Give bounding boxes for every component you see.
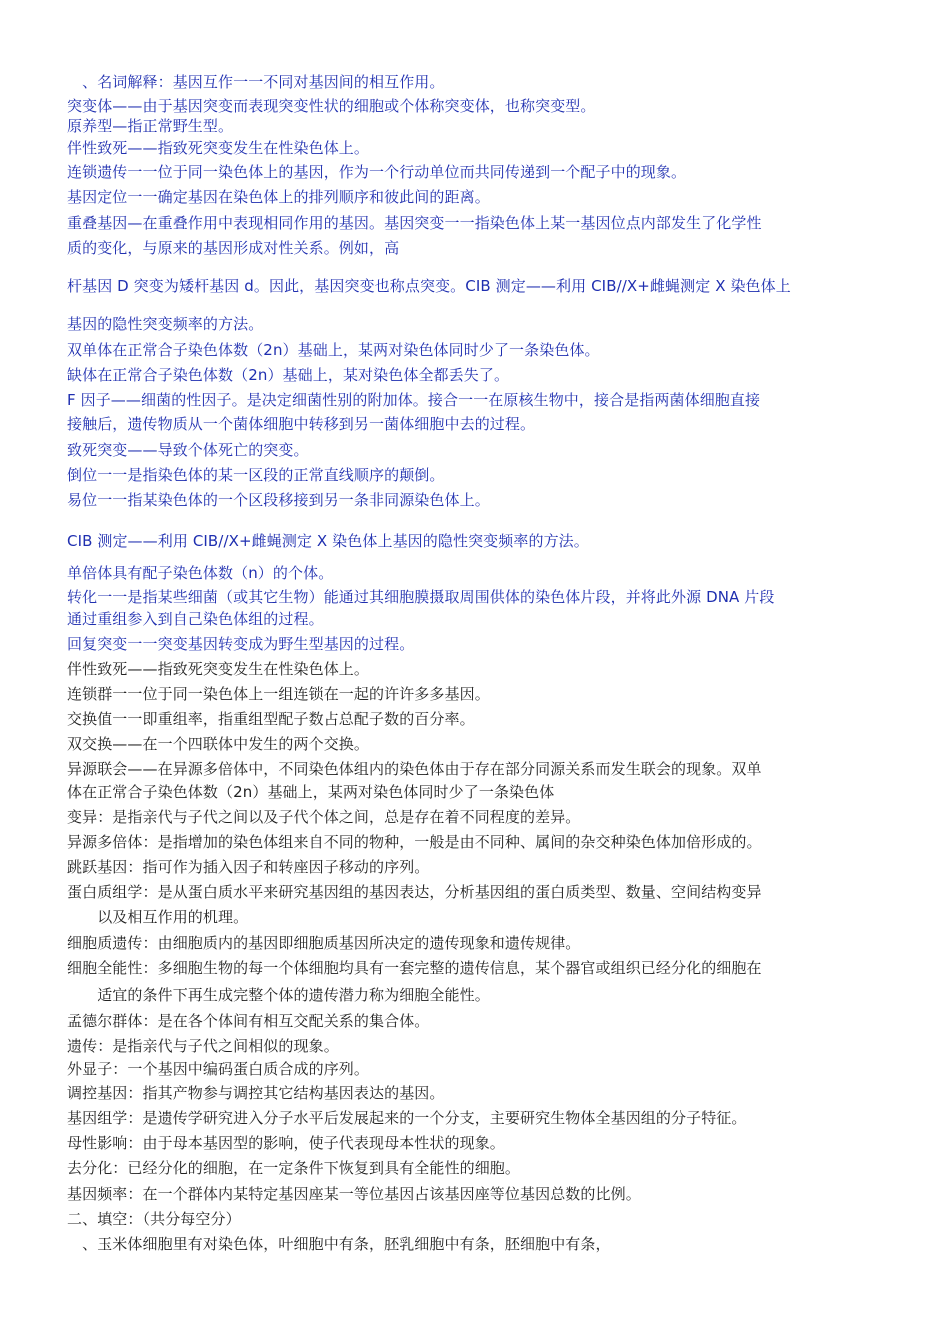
text-line: 回复突变一一突变基因转变成为野生型基因的过程。 — [67, 635, 415, 653]
text-line: 缺体在正常合子染色体数（2n）基础上，某对染色体全都丢失了。 — [67, 366, 510, 384]
text-line: 基因组学：是遗传学研究进入分子水平后发展起来的一个分支，主要研究生物体全基因组的分子特征。 — [67, 1109, 747, 1127]
text-line: F 因子——细菌的性因子。是决定细菌性别的附加体。接合一一在原核生物中，接合是指两菌体细胞直接 — [67, 391, 761, 409]
text-line: 基因频率：在一个群体内某特定基因座某一等位基因占该基因座等位基因总数的比例。 — [67, 1185, 641, 1203]
text-line: 转化一一是指某些细菌（或其它生物）能通过其细胞膜摄取周围供体的染色体片段，并将此外源 DNA 片段 — [67, 588, 775, 606]
text-line: 外显子：一个基因中编码蛋白质合成的序列。 — [67, 1060, 370, 1078]
text-line: 去分化：已经分化的细胞，在一定条件下恢复到具有全能性的细胞。 — [67, 1159, 521, 1177]
text-line: 体在正常合子染色体数（2n）基础上，某两对染色体同时少了一条染色体 — [67, 783, 555, 801]
text-line: 双单体在正常合子染色体数（2n）基础上，某两对染色体同时少了一条染色体。 — [67, 341, 600, 359]
text-line: 基因定位一一确定基因在染色体上的排列顺序和彼此间的距离。 — [67, 188, 490, 206]
text-line: 母性影响：由于母本基因型的影响，使子代表现母本性状的现象。 — [67, 1134, 505, 1152]
text-line: 致死突变——导致个体死亡的突变。 — [67, 441, 309, 459]
text-line: 蛋白质组学：是从蛋白质水平来研究基因组的基因表达，分析基因组的蛋白质类型、数量、空间结构变异 — [67, 883, 762, 901]
text-line: 双交换——在一个四联体中发生的两个交换。 — [67, 735, 370, 753]
text-line: 连锁群一一位于同一染色体上一组连锁在一起的许许多多基因。 — [67, 685, 490, 703]
text-line: 原养型—指正常野生型。 — [67, 117, 234, 135]
text-line: 基因的隐性突变频率的方法。 — [67, 315, 264, 333]
text-line: 、名词解释：基因互作一一不同对基因间的相互作用。 — [67, 73, 445, 91]
text-line: 以及相互作用的机理。 — [67, 908, 249, 926]
text-line: 质的变化，与原来的基因形成对性关系。例如，高 — [67, 239, 400, 257]
text-line: 适宜的条件下再生成完整个体的遗传潜力称为细胞全能性。 — [67, 986, 490, 1004]
text-line: 倒位一一是指染色体的某一区段的正常直线顺序的颠倒。 — [67, 466, 445, 484]
text-line: 遗传：是指亲代与子代之间相似的现象。 — [67, 1037, 339, 1055]
text-line: 突变体——由于基因突变而表现突变性状的细胞或个体称突变体，也称突变型。 — [67, 97, 596, 115]
text-line: 、玉米体细胞里有对染色体，叶细胞中有条，胚乳细胞中有条，胚细胞中有条， — [67, 1235, 611, 1253]
text-line: 单倍体具有配子染色体数（n）的个体。 — [67, 564, 334, 582]
text-line: CIB 测定——利用 CIB//X+雌蝇测定 X 染色体上基因的隐性突变频率的方法。 — [67, 532, 589, 550]
text-line: 伴性致死——指致死突变发生在性染色体上。 — [67, 139, 370, 157]
text-line: 调控基因：指其产物参与调控其它结构基因表达的基因。 — [67, 1084, 445, 1102]
text-line: 变异：是指亲代与子代之间以及子代个体之间，总是存在着不同程度的差异。 — [67, 808, 581, 826]
text-line: 伴性致死——指致死突变发生在性染色体上。 — [67, 660, 370, 678]
text-line: 重叠基因—在重叠作用中表现相同作用的基因。基因突变一一指染色体上某一基因位点内部发生了化学性 — [67, 214, 762, 232]
text-line: 接触后，遗传物质从一个菌体细胞中转移到另一菌体细胞中去的过程。 — [67, 415, 536, 433]
text-line: 细胞质遗传：由细胞质内的基因即细胞质基因所决定的遗传现象和遗传规律。 — [67, 934, 581, 952]
text-line: 杆基因 D 突变为矮杆基因 d。因此，基因突变也称点突变。CIB 测定——利用 CIB//X+雌蝇测定 X 染色体上 — [67, 277, 791, 295]
text-line: 异源联会——在异源多倍体中，不同染色体组内的染色体由于存在部分同源关系而发生联会的现象。双单 — [67, 760, 762, 778]
text-line: 通过重组参入到自己染色体组的过程。 — [67, 610, 324, 628]
text-line: 细胞全能性：多细胞生物的每一个体细胞均具有一套完整的遗传信息，某个器官或组织已经分化的细胞在 — [67, 959, 762, 977]
text-line: 二、填空：（共分每空分） — [67, 1210, 241, 1228]
text-line: 易位一一指某染色体的一个区段移接到另一条非同源染色体上。 — [67, 491, 490, 509]
text-line: 异源多倍体：是指增加的染色体组来自不同的物种，一般是由不同种、属间的杂交种染色体加倍形成的。 — [67, 833, 762, 851]
text-line: 交换值一一即重组率，指重组型配子数占总配子数的百分率。 — [67, 710, 475, 728]
text-line: 连锁遗传一一位于同一染色体上的基因，作为一个行动单位而共同传递到一个配子中的现象。 — [67, 163, 687, 181]
text-line: 跳跃基因：指可作为插入因子和转座因子移动的序列。 — [67, 858, 430, 876]
text-line: 孟德尔群体：是在各个体间有相互交配关系的集合体。 — [67, 1012, 430, 1030]
